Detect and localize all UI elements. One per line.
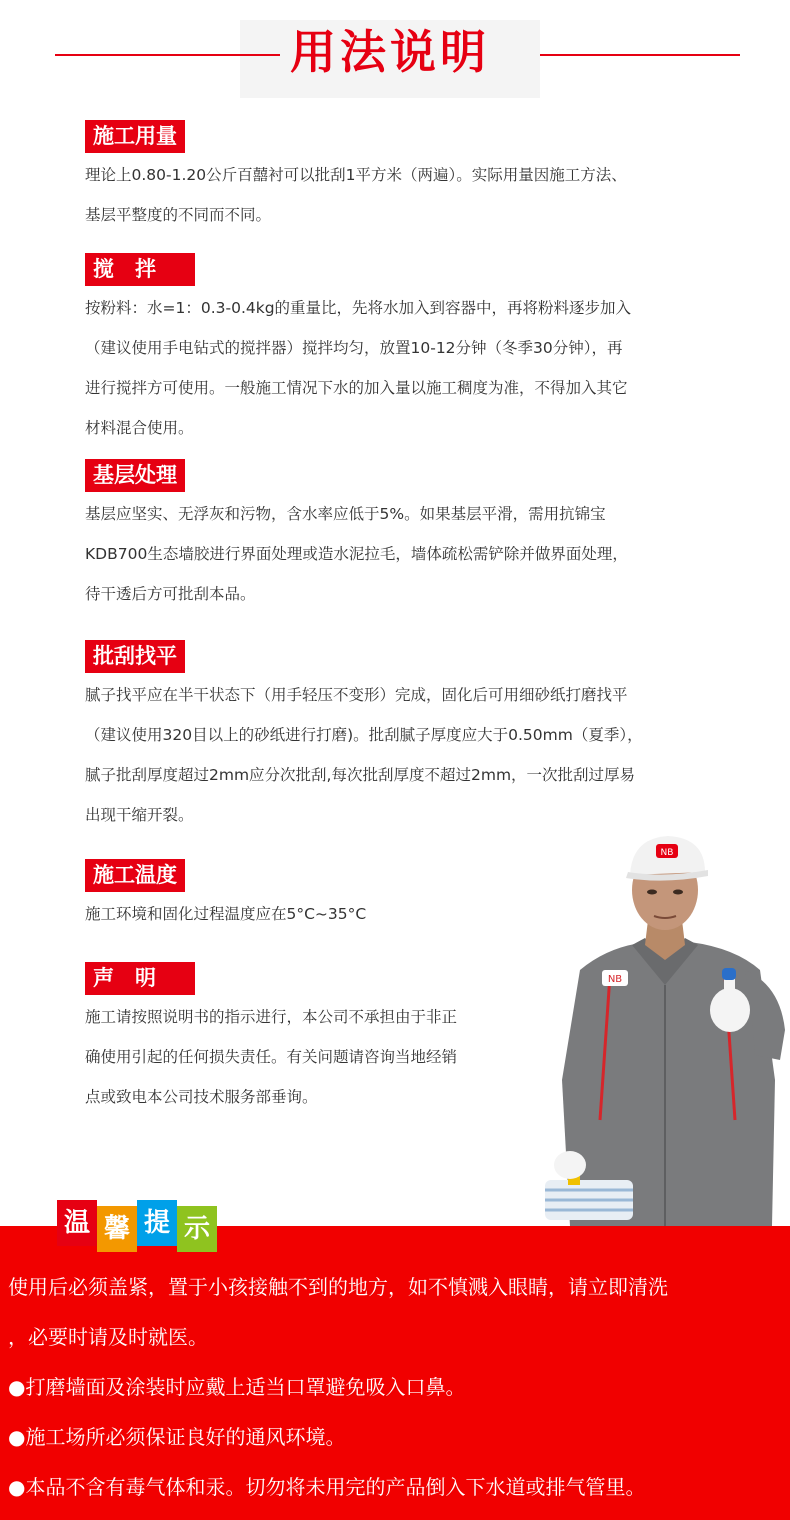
tip-line: ，必要时请及时就医。 — [8, 1325, 208, 1349]
section-text — [85, 997, 545, 1117]
section-usage — [85, 120, 735, 235]
text-line: 基层应坚实、无浮灰和污物，含水率应低于5%。如果基层平滑，需用抗锦宝 — [85, 505, 606, 523]
text-line: 腻子批刮厚度超过2mm应分次批刮,每次批刮厚度不超过2mm，一次批刮过厚易 — [85, 766, 636, 784]
text-line: 基层平整度的不同而不同。 — [85, 206, 272, 224]
text-line: 进行搅拌方可使用。一般施工情况下水的加入量以施工稠度为准，不得加入其它 — [85, 379, 628, 397]
tip-line: ●打磨墙面及涂装时应戴上适当口罩避免吸入口鼻。 — [8, 1375, 466, 1399]
text-line: （建议使用320目以上的砂纸进行打磨)。批刮腻子厚度应大于0.50mm（夏季）， — [85, 726, 643, 744]
section-tag: 基层处理 — [85, 459, 185, 492]
section-tag: 搅 拌 — [85, 253, 195, 286]
text-line: 施工环境和固化过程温度应在5°C~35°C — [85, 905, 367, 923]
section-leveling — [85, 640, 735, 835]
section-statement — [85, 962, 545, 1117]
tip-line: ●本品不含有毒气体和汞。切勿将未用完的产品倒入下水道或排气管里。 — [8, 1475, 646, 1499]
section-mixing — [85, 253, 735, 448]
text-line: 理论上0.80-1.20公斤百囍衬可以批刮1平方米（两遍）。实际用量因施工方法、 — [85, 166, 627, 184]
text-line: 腻子找平应在半干状态下（用手轻压不变形）完成，固化后可用细砂纸打磨找平 — [85, 686, 628, 704]
tips-badge: 提 — [137, 1200, 177, 1246]
section-tag: 施工用量 — [85, 120, 185, 153]
text-line: 施工请按照说明书的指示进行，本公司不承担由于非正 — [85, 1008, 458, 1026]
title-divider-right — [540, 54, 740, 56]
tips-badge: 馨 — [97, 1206, 137, 1252]
tips-badge: 示 — [177, 1206, 217, 1252]
section-text — [85, 288, 735, 448]
text-line: 材料混合使用。 — [85, 419, 194, 437]
warm-tips-text — [8, 1262, 783, 1512]
section-base-treatment — [85, 459, 735, 614]
text-line: 待干透后方可批刮本品。 — [85, 585, 256, 603]
text-line: （建议使用手电钻式的搅拌器）搅拌均匀，放置10-12分钟（冬季30分钟），再 — [85, 339, 623, 357]
tip-line: 使用后必须盖紧，置于小孩接触不到的地方，如不慎溅入眼睛，请立即清洗 — [8, 1275, 668, 1299]
page-title: 用法说明 — [290, 25, 490, 79]
section-tag: 批刮找平 — [85, 640, 185, 673]
section-text — [85, 494, 735, 614]
section-tag: 施工温度 — [85, 859, 185, 892]
page-title-banner — [0, 0, 790, 100]
text-line: 按粉料：水=1：0.3-0.4kg的重量比，先将水加入到容器中，再将粉料逐步加入 — [85, 299, 632, 317]
text-line: 点或致电本公司技术服务部垂询。 — [85, 1088, 318, 1106]
section-text — [85, 675, 735, 835]
text-line: 确使用引起的任何损失责任。有关问题请咨询当地经销 — [85, 1048, 458, 1066]
tip-line: ●施工场所必须保证良好的通风环境。 — [8, 1425, 346, 1449]
text-line: 出现干缩开裂。 — [85, 806, 194, 824]
section-tag: 声 明 — [85, 962, 195, 995]
section-text — [85, 155, 735, 235]
cap-logo-text: NB — [660, 848, 674, 858]
worker-illustration — [540, 820, 790, 1226]
tips-badge: 温 — [57, 1200, 97, 1246]
text-line: KDB700生态墙胶进行界面处理或造水泥拉毛，墙体疏松需铲除并做界面处理， — [85, 545, 628, 563]
jacket-logo-text: NB — [607, 974, 623, 985]
